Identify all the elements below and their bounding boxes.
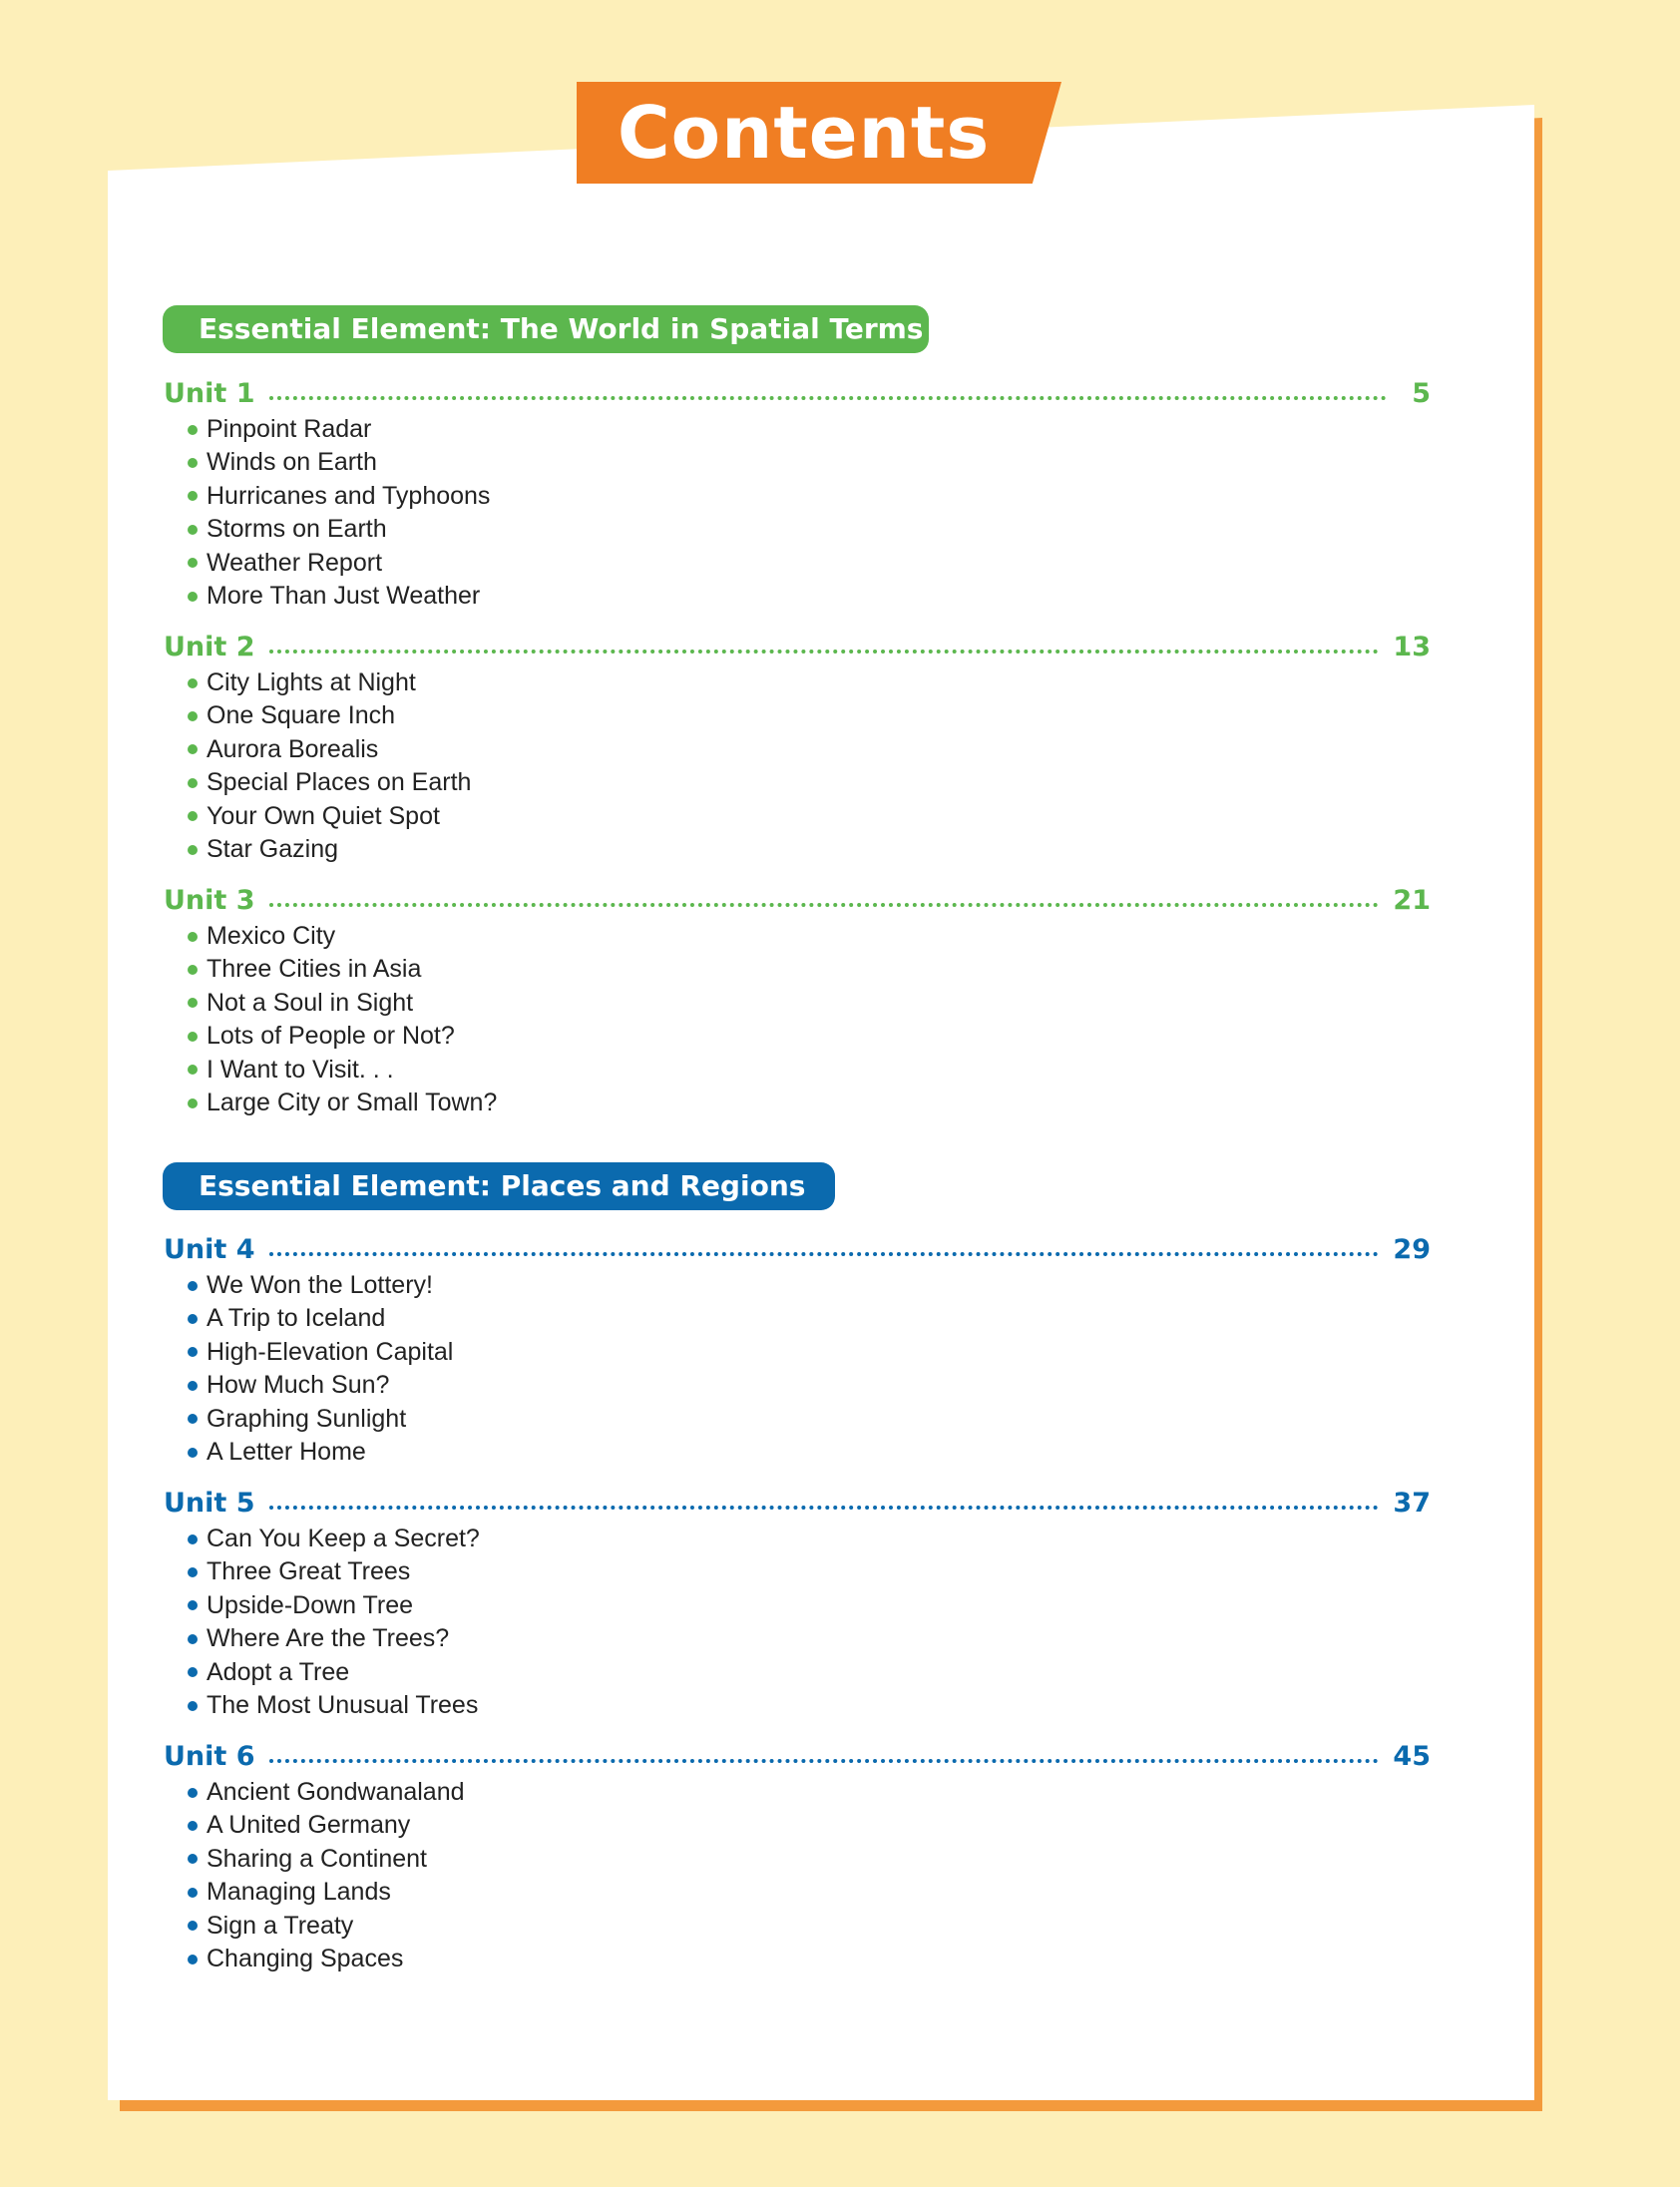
list-item: Aurora Borealis — [188, 733, 471, 766]
bullet-icon — [188, 1634, 198, 1644]
unit-label: Unit 2 — [164, 632, 255, 662]
bullet-icon — [188, 1032, 198, 1042]
unit-5-topics — [188, 1523, 480, 1722]
bullet-icon — [188, 1381, 198, 1391]
list-item: Three Great Trees — [188, 1555, 480, 1588]
list-item: More Than Just Weather — [188, 580, 490, 613]
bullet-icon — [188, 525, 198, 535]
list-item: Lots of People or Not? — [188, 1020, 497, 1053]
bullet-icon — [188, 811, 198, 821]
unit-row-1[interactable] — [164, 369, 1431, 409]
list-item: Pinpoint Radar — [188, 413, 490, 446]
bullet-icon — [188, 1347, 198, 1357]
list-item: A Letter Home — [188, 1436, 453, 1469]
bullet-icon — [188, 1414, 198, 1424]
list-item: City Lights at Night — [188, 666, 471, 699]
unit-label: Unit 5 — [164, 1488, 255, 1519]
bullet-icon — [188, 1788, 198, 1798]
bullet-icon — [188, 744, 198, 754]
unit-row-6[interactable] — [164, 1732, 1431, 1772]
bullet-icon — [188, 458, 198, 468]
list-item: Not a Soul in Sight — [188, 987, 497, 1020]
unit-label: Unit 1 — [164, 378, 255, 409]
bullet-icon — [188, 1955, 198, 1965]
bullet-icon — [188, 1854, 198, 1864]
bullet-icon — [188, 1281, 198, 1291]
list-item: Large City or Small Town? — [188, 1087, 497, 1119]
leader-dots — [269, 903, 1380, 907]
list-item: I Want to Visit. . . — [188, 1054, 497, 1087]
unit-row-5[interactable] — [164, 1479, 1431, 1519]
unit-row-3[interactable] — [164, 876, 1431, 916]
bullet-icon — [188, 1921, 198, 1931]
bullet-icon — [188, 592, 198, 602]
bullet-icon — [188, 558, 198, 568]
bullet-icon — [188, 932, 198, 942]
bullet-icon — [188, 1448, 198, 1458]
bullet-icon — [188, 778, 198, 788]
list-item: Weather Report — [188, 547, 490, 580]
page-title: Contents — [617, 91, 991, 175]
list-item: We Won the Lottery! — [188, 1269, 453, 1302]
unit-6-topics — [188, 1776, 465, 1975]
unit-page-number: 13 — [1393, 632, 1431, 662]
unit-label: Unit 3 — [164, 885, 255, 916]
list-item: How Much Sun? — [188, 1369, 453, 1402]
bullet-icon — [188, 1821, 198, 1831]
leader-dots — [269, 1506, 1380, 1510]
list-item: Mexico City — [188, 920, 497, 953]
leader-dots — [269, 396, 1388, 400]
list-item: Three Cities in Asia — [188, 953, 497, 986]
bullet-icon — [188, 1098, 198, 1108]
list-item: Managing Lands — [188, 1876, 465, 1909]
leader-dots — [269, 1759, 1380, 1763]
unit-row-2[interactable] — [164, 623, 1431, 662]
list-item: High-Elevation Capital — [188, 1336, 453, 1369]
list-item: Ancient Gondwanaland — [188, 1776, 465, 1809]
leader-dots — [269, 1252, 1380, 1256]
bullet-icon — [188, 425, 198, 435]
bullet-icon — [188, 711, 198, 721]
bullet-icon — [188, 965, 198, 975]
unit-page-number: 29 — [1393, 1234, 1431, 1265]
list-item: Storms on Earth — [188, 513, 490, 546]
bullet-icon — [188, 1888, 198, 1898]
list-item: Star Gazing — [188, 833, 471, 866]
list-item: Where Are the Trees? — [188, 1622, 480, 1655]
list-item: Winds on Earth — [188, 446, 490, 479]
section-heading-places-regions: Essential Element: Places and Regions — [163, 1162, 835, 1210]
bullet-icon — [188, 678, 198, 688]
list-item: A United Germany — [188, 1809, 465, 1842]
list-item: Your Own Quiet Spot — [188, 800, 471, 833]
unit-page-number: 45 — [1393, 1741, 1431, 1772]
list-item: Can You Keep a Secret? — [188, 1523, 480, 1555]
bullet-icon — [188, 1701, 198, 1711]
bullet-icon — [188, 845, 198, 855]
bullet-icon — [188, 1534, 198, 1544]
list-item: The Most Unusual Trees — [188, 1689, 480, 1722]
unit-1-topics — [188, 413, 490, 613]
unit-page-number: 21 — [1393, 885, 1431, 916]
list-item: Sign a Treaty — [188, 1910, 465, 1943]
list-item: One Square Inch — [188, 699, 471, 732]
bullet-icon — [188, 491, 198, 501]
bullet-icon — [188, 1600, 198, 1610]
bullet-icon — [188, 998, 198, 1008]
unit-label: Unit 6 — [164, 1741, 255, 1772]
list-item: Sharing a Continent — [188, 1843, 465, 1876]
unit-4-topics — [188, 1269, 453, 1469]
unit-2-topics — [188, 666, 471, 866]
list-item: Special Places on Earth — [188, 766, 471, 799]
bullet-icon — [188, 1314, 198, 1324]
list-item: Changing Spaces — [188, 1943, 465, 1975]
list-item: Hurricanes and Typhoons — [188, 480, 490, 513]
bullet-icon — [188, 1567, 198, 1577]
unit-row-4[interactable] — [164, 1225, 1431, 1265]
unit-page-number: 5 — [1412, 378, 1431, 409]
list-item: A Trip to Iceland — [188, 1302, 453, 1335]
unit-page-number: 37 — [1393, 1488, 1431, 1519]
list-item: Graphing Sunlight — [188, 1403, 453, 1436]
unit-label: Unit 4 — [164, 1234, 255, 1265]
section-heading-spatial-terms: Essential Element: The World in Spatial Terms — [163, 305, 929, 353]
unit-3-topics — [188, 920, 497, 1119]
list-item: Adopt a Tree — [188, 1656, 480, 1689]
bullet-icon — [188, 1065, 198, 1075]
leader-dots — [269, 650, 1380, 654]
list-item: Upside-Down Tree — [188, 1589, 480, 1622]
bullet-icon — [188, 1667, 198, 1677]
